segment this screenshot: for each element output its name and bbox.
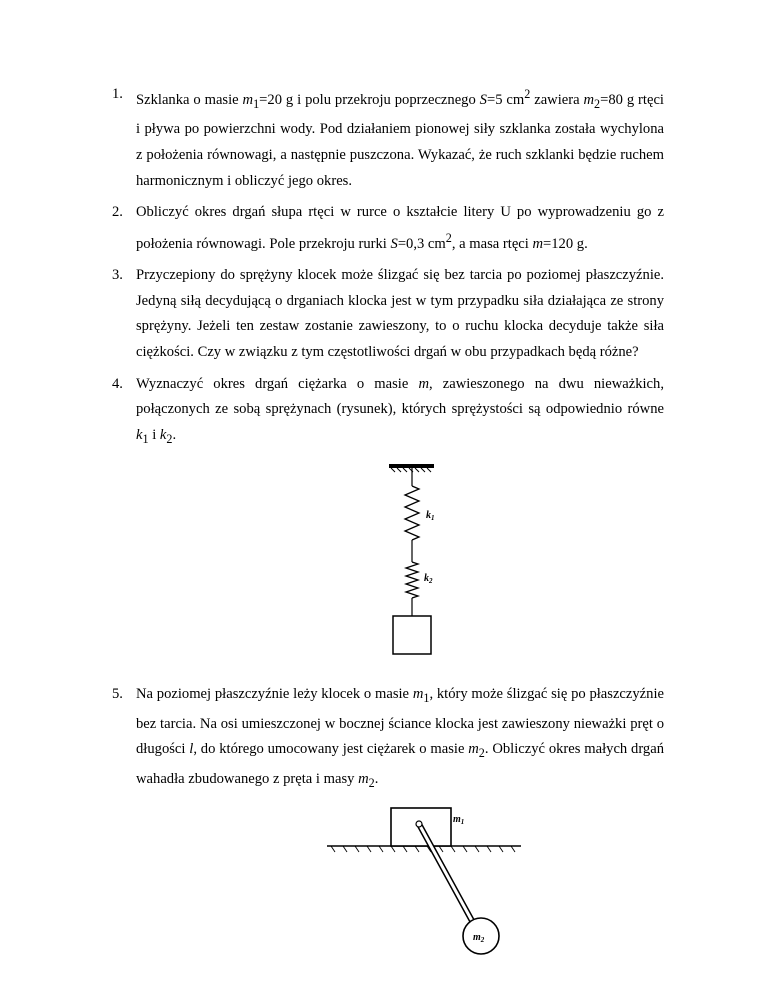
problem-text: =120 g. [543, 235, 588, 252]
problem-text: . [374, 770, 379, 787]
variable: m [418, 375, 429, 392]
problem-text: Przyczepiony do sprężyny klocek może ślizgać się bez tarcia po poziomej płaszczyźnie. Jedyną siłą decydującą o drganiach klocka jest w tym przypadku siła działająca ze strony sprężyny. Jeżeli ten zestaw zostanie zawieszony, to o ruchu klocka decyduje także siła ciężkości. Czy w związku z tym częstotliwości drgań w obu przypadkach będą różne? [136, 267, 664, 360]
spring-figure [389, 464, 664, 664]
variable: m [412, 686, 424, 703]
problem-text: Szklanka o masie [136, 91, 243, 108]
problem-text: =5 cm [486, 91, 525, 108]
spring-k2 [406, 562, 418, 598]
problem-text: i [148, 426, 160, 443]
ceiling-hatching [391, 468, 431, 472]
variable: m [532, 235, 544, 252]
problem-text: =0,3 cm [397, 235, 446, 252]
k1-label: $k_1$ [426, 510, 435, 523]
problem-number: 5. [112, 686, 123, 703]
mass-block [393, 616, 431, 654]
spring-diagram [389, 464, 459, 664]
variable: m [358, 770, 369, 787]
problem-number: 4. [112, 375, 123, 392]
floor-hatching [331, 846, 515, 852]
problem-number: 2. [112, 204, 123, 221]
variable: m [583, 91, 595, 108]
pivot [416, 821, 422, 827]
problem-2 [112, 200, 664, 257]
problem-text: Wyznaczyć okres drgań ciężarka o masie [136, 375, 419, 392]
m2-label: $m_2$ [473, 932, 485, 945]
variable: S [390, 235, 398, 252]
problem-number: 3. [112, 267, 123, 284]
subscript: 1 [423, 691, 430, 706]
subscript: 2 [166, 431, 173, 446]
problem-text: Na poziomej płaszczyźnie leży klocek o masie [136, 686, 413, 703]
problem-3 [112, 263, 664, 365]
variable: S [479, 91, 487, 108]
subscript: 2 [368, 775, 375, 790]
superscript: 2 [445, 230, 452, 245]
superscript: 2 [524, 87, 531, 101]
problem-text: , do którego umocowany jest ciężarek o masie [193, 741, 469, 758]
problem-5 [112, 682, 664, 962]
variable: l [189, 741, 194, 758]
problem-text: Obliczyć okres drgań słupa rtęci w rurce o kształcie litery U po wyprowadzeniu go z położenia równowagi. Pole przekroju rurki [136, 204, 664, 252]
problem-text: . Obliczyć okres małych drgań wahadła zbudowanego z pręta i masy [136, 741, 664, 787]
pendulum-figure [325, 804, 664, 962]
m1-label: $m_1$ [453, 814, 465, 827]
problem-text: =80 g rtęci i pływa po powierzchni wody. Pod działaniem pionowej siły szklanka została wychylona z położenia równowagi, a następnie puszczona. Wykazać, że ruch szklanki będzie ruchem harmonicznym i obliczyć jego okres. [136, 91, 664, 189]
variable: k [159, 426, 167, 443]
variable: m [468, 741, 479, 758]
subscript: 2 [478, 746, 485, 761]
problem-text: =20 g i polu przekroju poprzecznego [259, 91, 480, 108]
problem-text: , który może ślizgać się po płaszczyźnie bez tarcia. Na osi umieszczonej w bocznej ściance klocka jest zawieszony nieważki pręt o długości [136, 686, 664, 758]
problem-1 [112, 82, 664, 194]
ceiling [389, 464, 434, 468]
subscript: 1 [142, 431, 149, 446]
variable: m [242, 91, 254, 108]
problem-text: . [172, 426, 177, 443]
subscript: 1 [253, 96, 260, 111]
k2-label: $k_2$ [424, 573, 433, 586]
problem-text: zawiera [530, 91, 584, 108]
spring-k1 [405, 486, 419, 540]
problem-number: 1. [112, 86, 123, 102]
problem-4 [112, 372, 664, 665]
problem-text: , zawieszonego na dwu nieważkich, połączonych ze sobą sprężynach (rysunek), których sprężystości są odpowiednio równe [136, 375, 664, 418]
problem-list [112, 82, 664, 980]
pendulum-diagram [325, 804, 525, 962]
variable: k [136, 426, 143, 443]
subscript: 2 [594, 96, 601, 111]
problem-text: , a masa rtęci [451, 235, 533, 252]
